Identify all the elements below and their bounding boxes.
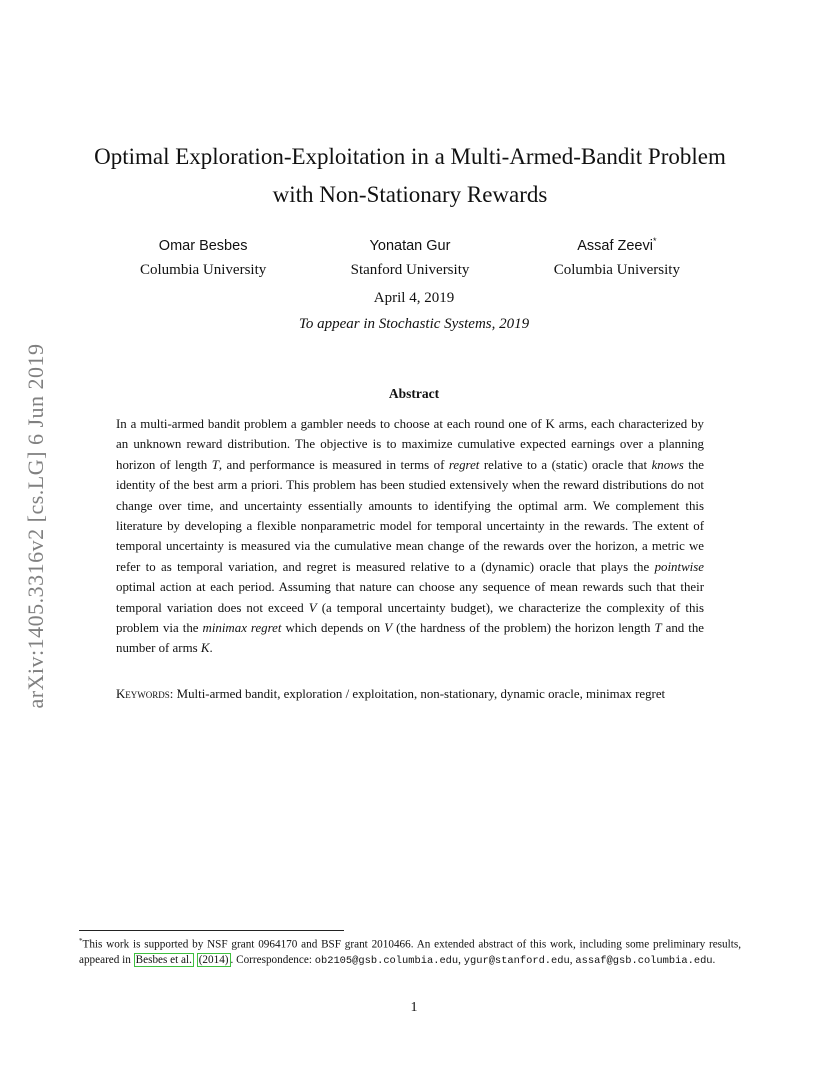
footnote: *This work is supported by NSF grant 0964170 and BSF grant 2010466. An extended abstract of this work, including some preliminary results, appeared in Besbes et al. (2014) . Correspondence: ob2105@gsb.columbia.edu, ygur@stanford.edu, assaf@gsb.columbia.edu. (79, 937, 741, 968)
author-3 (554, 230, 680, 283)
author-1 (140, 230, 266, 283)
keywords (116, 684, 704, 704)
keywords-label: Keywords: (116, 687, 174, 701)
email-link[interactable]: assaf@gsb.columbia.edu (575, 955, 713, 968)
paper-title (60, 138, 760, 214)
arxiv-identifier: arXiv:1405.3316v2 [cs.LG] 6 Jun 2019 (23, 343, 48, 709)
citation-year-link[interactable]: (2014) (198, 954, 229, 967)
abstract-heading: Abstract (388, 386, 440, 401)
paper-venue: To appear in Stochastic Systems, 2019 (298, 316, 530, 332)
abstract-text: In a multi-armed bandit problem a gambler needs to choose at each round one of K arms, each characterized by an unknown reward distribution. The objective is to maximize cumulative expected earnings over a planning horizon of length T, and performance is measured in terms of regret relative to a (static) oracle that knows the identity of the best arm a priori. This problem has been studied extensively when the reward distributions do not change over time, and uncertainty essentially amounts to identifying the optimal arm. We complement this literature by developing a flexible nonparametric model for temporal uncertainty in the rewards. The extent of temporal uncertainty is measured via the cumulative mean change of the rewards over the horizon, a metric we refer to as temporal variation, and regret is measured relative to a (dynamic) oracle that plays the pointwise optimal action at each period. Assuming that nature can choose any sequence of mean rewards such that their temporal variation does not exceed V (a temporal uncertainty budget), we characterize the complexity of this problem via the minimax regret which depends on V (the hardness of the problem) the horizon length T and the number of arms K. (116, 417, 705, 656)
email-link[interactable]: ob2105@gsb.columbia.edu (314, 955, 459, 968)
title-line-2: with Non-Stationary Rewards (272, 182, 548, 207)
email-link[interactable]: ygur@stanford.edu (463, 955, 570, 968)
title-line-1: Optimal Exploration-Exploitation in a Multi-Armed-Bandit Problem (94, 144, 726, 169)
author-name: Assaf Zeevi* (577, 236, 657, 254)
author-name: Omar Besbes (158, 237, 248, 254)
author-name: Yonatan Gur (369, 237, 451, 254)
footnote-mark[interactable]: * (652, 236, 657, 246)
keywords-text: Multi-armed bandit, exploration / exploitation, non-stationary, dynamic oracle, minimax regret (176, 687, 666, 701)
citation-link[interactable]: Besbes et al. (135, 954, 192, 967)
author-affiliation: Columbia University (140, 261, 267, 278)
author-2 (351, 230, 470, 283)
author-affiliation: Stanford University (350, 261, 470, 278)
author-affiliation: Columbia University (553, 261, 680, 278)
author-list (140, 230, 680, 283)
paper-date: April 4, 2019 (373, 290, 455, 306)
page-number: 1 (410, 1000, 418, 1015)
footnote-rule (79, 930, 344, 931)
